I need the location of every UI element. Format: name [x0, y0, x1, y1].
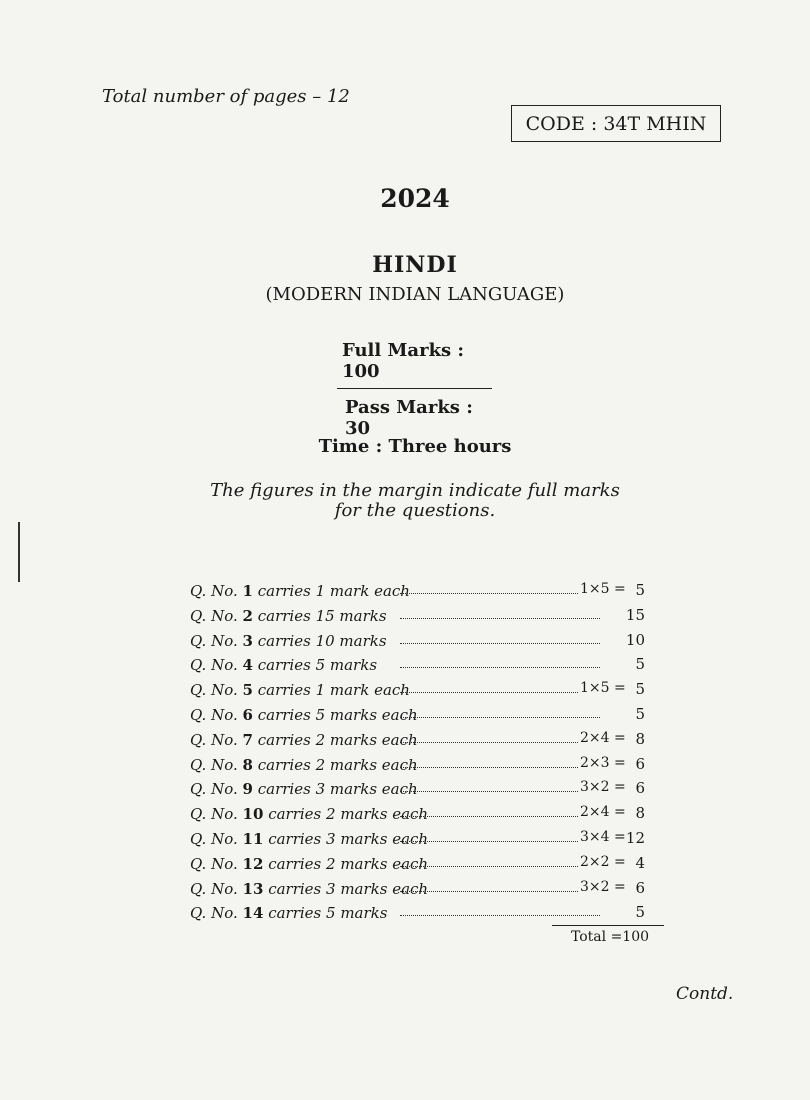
question-marks-row [190, 778, 660, 803]
question-label [190, 780, 418, 798]
question-prefix: Q. No. [190, 656, 238, 675]
pass-marks: Pass Marks : 30 [345, 397, 473, 439]
dot-leader [400, 856, 600, 867]
question-label [190, 656, 377, 674]
question-marks: 5 [635, 655, 645, 674]
marks-calculation: 3×4 = [580, 828, 626, 845]
marks-calculation: 2×3 = [580, 754, 626, 771]
question-number: 11 [242, 829, 264, 848]
question-marks: 6 [635, 779, 645, 798]
instruction-line-1: The figures in the margin indicate full marks [210, 480, 620, 501]
total-pages-note: Total number of pages – 12 [102, 86, 350, 107]
question-description: carries 1 mark each [257, 582, 410, 600]
question-description: carries 3 marks each [268, 879, 429, 898]
question-description: carries 5 marks [268, 904, 388, 923]
question-marks-row [190, 853, 660, 878]
question-prefix: Q. No. [190, 854, 238, 873]
time-allowed: Time : Three hours [318, 436, 512, 457]
marks-calculation: 3×2 = [580, 878, 626, 895]
question-number: 6 [242, 705, 253, 724]
marks-calculation: 3×2 = [580, 779, 626, 796]
question-label [190, 607, 387, 625]
question-label [190, 582, 410, 600]
full-marks: Full Marks : 100 [342, 340, 465, 382]
dot-leader [400, 732, 600, 743]
question-marks: 5 [635, 581, 645, 599]
question-marks: 6 [635, 878, 645, 897]
question-prefix: Q. No. [190, 829, 238, 848]
question-marks: 5 [635, 680, 645, 699]
dot-leader [400, 707, 600, 718]
marks-divider [337, 388, 492, 389]
dot-leader [400, 831, 600, 842]
question-marks: 10 [625, 630, 645, 649]
dot-leader [400, 583, 600, 594]
dot-leader [400, 757, 600, 768]
question-description: carries 2 marks each [268, 854, 429, 873]
marks-calculation: 1×5 = [580, 680, 626, 697]
question-label [190, 855, 428, 873]
question-marks-row [190, 828, 660, 853]
question-marks-row [190, 754, 660, 779]
question-prefix: Q. No. [190, 755, 238, 774]
marks-calculation: 2×4 = [580, 804, 626, 821]
question-label [190, 731, 418, 749]
question-number: 13 [242, 879, 264, 898]
marks-calculation: 2×4 = [580, 729, 626, 746]
question-label [190, 706, 418, 724]
question-number: 2 [242, 606, 253, 625]
total-rule [552, 925, 664, 926]
exam-year: 2024 [380, 184, 450, 213]
question-number: 4 [242, 656, 253, 675]
question-prefix: Q. No. [190, 705, 238, 724]
dot-leader [400, 905, 600, 916]
paper-code: CODE : 34T MHIN [525, 112, 707, 135]
question-marks-row [190, 605, 660, 630]
question-marks-row [190, 729, 660, 754]
question-prefix: Q. No. [190, 582, 238, 600]
question-marks: 5 [635, 903, 645, 922]
dot-leader [400, 682, 600, 693]
question-description: carries 2 marks each [268, 805, 429, 824]
question-marks: 6 [635, 754, 645, 773]
question-marks-row [190, 704, 660, 729]
question-marks: 5 [635, 704, 645, 723]
question-marks-row [190, 654, 660, 679]
question-number: 8 [242, 755, 253, 774]
question-marks: 15 [625, 605, 645, 624]
instruction-line-2: for the questions. [334, 500, 496, 521]
question-description: carries 5 marks each [257, 705, 418, 724]
question-marks: 8 [635, 729, 645, 748]
question-prefix: Q. No. [190, 631, 238, 650]
question-number: 3 [242, 631, 253, 650]
question-label [190, 904, 387, 922]
question-description: carries 15 marks [257, 606, 387, 625]
question-marks: 4 [635, 853, 645, 872]
question-prefix: Q. No. [190, 606, 238, 625]
dot-leader [400, 657, 600, 668]
dot-leader [400, 781, 600, 792]
question-marks-row [190, 878, 660, 903]
question-number: 7 [242, 730, 253, 749]
question-marks-row [190, 902, 660, 927]
question-description: carries 5 marks [257, 656, 378, 675]
dot-leader [400, 806, 600, 817]
question-number: 12 [242, 854, 264, 873]
question-marks-row [190, 803, 660, 828]
question-label [190, 830, 428, 848]
subject-subtitle: (MODERN INDIAN LANGUAGE) [265, 284, 565, 305]
margin-mark [18, 522, 20, 582]
total-marks: Total =100 [571, 929, 650, 945]
dot-leader [400, 881, 600, 892]
question-prefix: Q. No. [190, 805, 238, 824]
question-number: 1 [242, 582, 253, 600]
question-number: 10 [242, 805, 264, 824]
question-marks: 8 [635, 804, 645, 823]
question-description: carries 2 marks each [257, 755, 418, 774]
marks-distribution-list [190, 580, 660, 927]
question-label [190, 756, 418, 774]
question-marks-row [190, 630, 660, 655]
question-marks-row [190, 679, 660, 704]
question-prefix: Q. No. [190, 681, 238, 700]
question-description: carries 3 marks each [268, 829, 429, 848]
marks-calculation: 1×5 = [580, 581, 626, 597]
question-marks-row [190, 580, 660, 605]
question-label [190, 632, 387, 650]
question-description: carries 1 mark each [257, 681, 410, 700]
question-label [190, 681, 410, 699]
question-description: carries 10 marks [257, 631, 387, 650]
question-prefix: Q. No. [190, 780, 238, 799]
subject-title: HINDI [372, 252, 458, 278]
question-description: carries 3 marks each [257, 780, 418, 799]
continued-note: Contd. [676, 984, 734, 1004]
question-description: carries 2 marks each [257, 730, 418, 749]
marks-calculation: 2×2 = [580, 853, 626, 870]
question-prefix: Q. No. [190, 730, 238, 749]
question-label [190, 880, 428, 898]
question-number: 14 [242, 904, 264, 923]
question-marks: 12 [625, 828, 645, 847]
dot-leader [400, 608, 600, 619]
dot-leader [400, 633, 600, 644]
question-number: 9 [242, 780, 253, 799]
paper-code-box [511, 105, 721, 142]
question-label [190, 805, 428, 823]
question-prefix: Q. No. [190, 879, 238, 898]
marks-block [337, 340, 492, 439]
question-number: 5 [242, 681, 253, 700]
question-prefix: Q. No. [190, 904, 238, 923]
